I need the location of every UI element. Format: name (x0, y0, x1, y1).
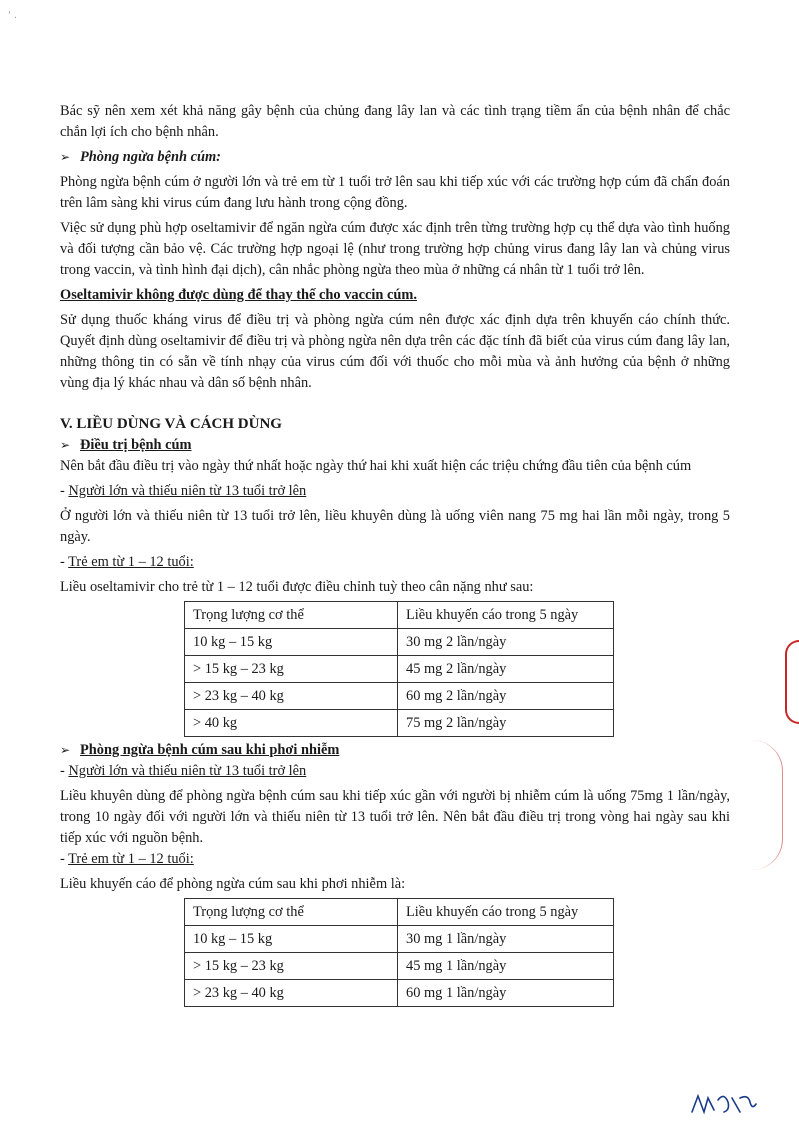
arrow-bullet-icon: ➢ (60, 743, 71, 757)
treatment-dose-table (184, 601, 614, 737)
dash-prefix: - (60, 554, 69, 570)
table-header-cell: Liều khuyến cáo trong 5 ngày (398, 899, 614, 926)
vaccine-note (60, 285, 730, 306)
prevention-heading (60, 147, 730, 168)
table-cell: > 23 kg – 40 kg (185, 980, 398, 1007)
pe-adult-text: Liều khuyên dùng để phòng ngừa bệnh cúm sau khi tiếp xúc gần với người bị nhiễm cúm là uống 75mg 1 lần/ngày, trong 10 ngày đối với người lớn và thiếu niên từ 13 tuổi trở lên. Nên bắt đầu điều trị trong vòng hai ngày sau khi tiếp xúc với nguồn bệnh. (60, 788, 730, 846)
red-stamp-fragment (785, 640, 799, 724)
table-header-row (185, 602, 614, 629)
intro-paragraph-3: Việc sử dụng phù hợp oseltamivir để ngăn ngừa cúm được xác định trên từng trường hợp cụ thể dựa vào tình huống và đối tượng cần bảo vệ. Các trường hợp ngoại lệ (như trong trường hợp chủng virus đang lây lan và chủng virus trong vaccin, và tình hình đại dịch), cân nhắc phòng ngừa theo mùa ở những cá nhân từ 1 tuổi trở lên. (60, 220, 730, 278)
document-page (60, 101, 730, 1010)
prevention-heading-text: Phòng ngừa bệnh cúm: (80, 149, 221, 165)
intro-paragraph-2: Phòng ngừa bệnh cúm ở người lớn và trẻ em từ 1 tuổi trở lên sau khi tiếp xúc với các trường hợp cúm đã chẩn đoán trên lâm sàng khi virus cúm đang lưu hành trong cộng đồng. (60, 174, 730, 211)
dash-prefix: - (60, 851, 69, 867)
child-label-text: Trẻ em từ 1 – 12 tuổi: (68, 554, 194, 570)
vaccine-note-text: Oseltamivir không được dùng để thay thế cho vaccin cúm. (60, 287, 417, 303)
arrow-bullet-icon: ➢ (60, 438, 71, 452)
table-cell: 10 kg – 15 kg (185, 629, 398, 656)
adult-label (60, 481, 730, 502)
table-cell: 60 mg 1 lần/ngày (398, 980, 614, 1007)
table-row (185, 926, 614, 953)
pe-child-label (60, 849, 730, 870)
post-exposure-heading (60, 740, 730, 761)
intro-paragraph-1: Bác sỹ nên xem xét khả năng gây bệnh của chủng đang lây lan và các tình trạng tiềm ẩn của bệnh nhân để chắc chắn lợi ích cho bệnh nhân. (60, 103, 730, 140)
table-row (185, 980, 614, 1007)
table-row (185, 683, 614, 710)
treatment-heading-text: Điều trị bệnh cúm (80, 437, 192, 453)
table-row (185, 656, 614, 683)
table-row (185, 953, 614, 980)
table-cell: > 40 kg (185, 710, 398, 737)
pe-child-label-text: Trẻ em từ 1 – 12 tuổi: (68, 851, 194, 867)
faint-stamp-arc (752, 740, 783, 870)
table-cell: 45 mg 1 lần/ngày (398, 953, 614, 980)
post-exposure-heading-text: Phòng ngừa bệnh cúm sau khi phơi nhiễm (80, 742, 340, 758)
intro-paragraph-4: Sử dụng thuốc kháng virus để điều trị và phòng ngừa cúm nên được xác định dựa trên khuyến cáo chính thức. Quyết định dùng oseltamivir để điều trị và phòng ngừa nên dựa trên các đặc tính đã biết của virus cúm đang lây lan, những thông tin có sẵn về tính nhạy của virus cúm đối với thuốc cho mỗi mùa và ảnh hưởng của bệnh ở những vùng địa lý khác nhau và dân số bệnh nhân. (60, 312, 730, 391)
adult-label-text: Người lớn và thiếu niên từ 13 tuổi trở lên (68, 483, 307, 499)
table-cell: 60 mg 2 lần/ngày (398, 683, 614, 710)
treatment-intro: Nên bắt đầu điều trị vào ngày thứ nhất hoặc ngày thứ hai khi xuất hiện các triệu chứng đầu tiên của bệnh cúm (60, 458, 692, 474)
pe-child-text: Liều khuyến cáo để phòng ngừa cúm sau khi phơi nhiễm là: (60, 876, 406, 892)
table-cell: > 15 kg – 23 kg (185, 656, 398, 683)
table-cell: 30 mg 2 lần/ngày (398, 629, 614, 656)
table-cell: 45 mg 2 lần/ngày (398, 656, 614, 683)
child-text: Liều oseltamivir cho trẻ từ 1 – 12 tuổi được điều chỉnh tuỳ theo cân nặng như sau: (60, 579, 534, 595)
signature-initials (688, 1088, 760, 1118)
table-header-cell: Trọng lượng cơ thể (185, 899, 398, 926)
adult-text: Ở người lớn và thiếu niên từ 13 tuổi trở lên, liều khuyên dùng là uống viên nang 75 mg hai lần mỗi ngày, trong 5 ngày. (60, 508, 730, 545)
table-header-row (185, 899, 614, 926)
child-label (60, 552, 730, 573)
table-cell: > 23 kg – 40 kg (185, 683, 398, 710)
pe-adult-label-text: Người lớn và thiếu niên từ 13 tuổi trở lên (68, 763, 307, 779)
treatment-heading (60, 435, 730, 456)
table-cell: 75 mg 2 lần/ngày (398, 710, 614, 737)
arrow-bullet-icon: ➢ (60, 150, 71, 164)
table-cell: 10 kg – 15 kg (185, 926, 398, 953)
table-row (185, 629, 614, 656)
section-title: V. LIỀU DÙNG VÀ CÁCH DÙNG (60, 416, 282, 432)
corner-mark: ' . (8, 10, 18, 21)
table-cell: > 15 kg – 23 kg (185, 953, 398, 980)
dash-prefix: - (60, 483, 69, 499)
table-row (185, 710, 614, 737)
dash-prefix: - (60, 763, 69, 779)
prevention-dose-table (184, 898, 614, 1007)
table-header-cell: Liều khuyến cáo trong 5 ngày (398, 602, 614, 629)
table-cell: 30 mg 1 lần/ngày (398, 926, 614, 953)
table-header-cell: Trọng lượng cơ thể (185, 602, 398, 629)
pe-adult-label (60, 761, 730, 782)
